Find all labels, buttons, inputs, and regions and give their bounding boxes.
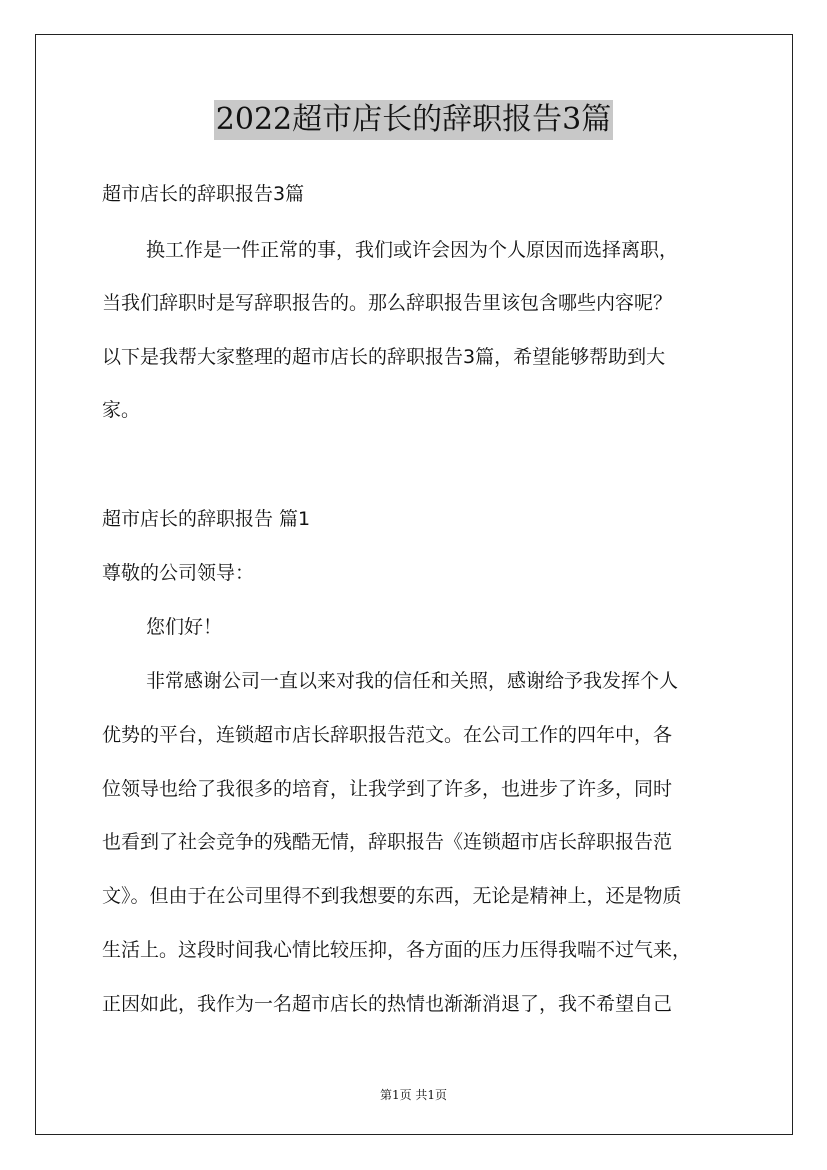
paragraph-line: 当我们辞职时是写辞职报告的。那么辞职报告里该包含哪些内容呢？ <box>102 292 673 314</box>
subtitle-line: 超市店长的辞职报告3篇 <box>102 183 305 205</box>
page-number-footer: 第1页 共1页 <box>379 1088 448 1102</box>
paragraph-line: 正因如此，我作为一名超市店长的热情也渐渐消退了，我不希望自己 <box>102 993 673 1015</box>
paragraph-line: 家。 <box>102 399 141 421</box>
paragraph-line: 生活上。这段时间我心情比较压抑，各方面的压力压得我喘不过气来， <box>102 939 692 961</box>
paragraph-line: 优势的平台，连锁超市店长辞职报告范文。在公司工作的四年中，各 <box>102 724 673 746</box>
section-heading: 超市店长的辞职报告 篇1 <box>102 508 311 530</box>
document-title-wrap <box>0 100 827 140</box>
salutation: 尊敬的公司领导： <box>102 562 255 584</box>
paragraph-line: 换工作是一件正常的事，我们或许会因为个人原因而选择离职， <box>146 239 679 261</box>
greeting: 您们好！ <box>146 616 223 638</box>
paragraph-line: 文》。但由于在公司里得不到我想要的东西，无论是精神上，还是物质 <box>102 885 682 907</box>
paragraph-line: 非常感谢公司一直以来对我的信任和关照，感谢给予我发挥个人 <box>146 670 679 692</box>
document-title: 2022超市店长的辞职报告3篇 <box>214 100 613 140</box>
paragraph-line: 位领导也给了我很多的培育，让我学到了许多，也进步了许多，同时 <box>102 778 673 800</box>
paragraph-line: 以下是我帮大家整理的超市店长的辞职报告3篇，希望能够帮助到大 <box>102 346 666 368</box>
paragraph-line: 也看到了社会竞争的残酷无情，辞职报告《连锁超市店长辞职报告范 <box>102 831 673 853</box>
